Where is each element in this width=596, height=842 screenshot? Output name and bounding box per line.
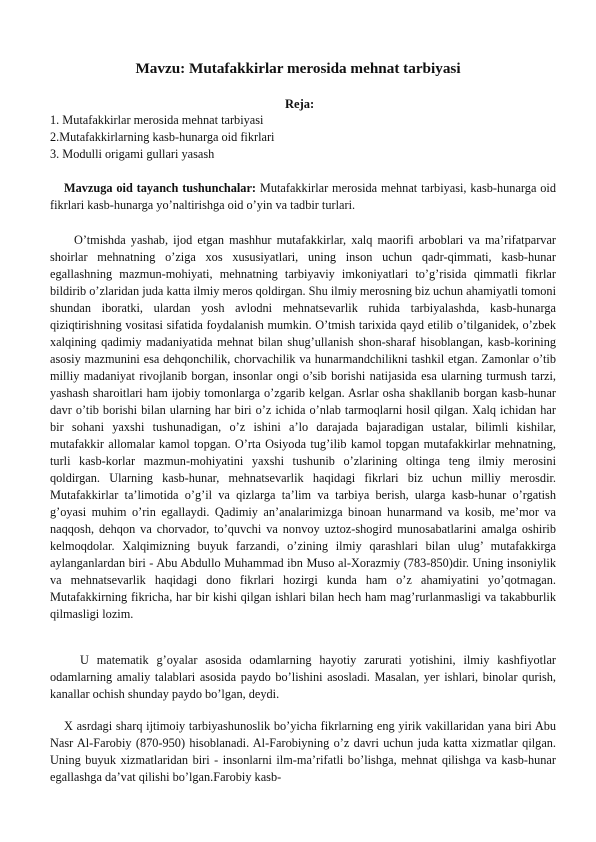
key-concepts-label: Mavzuga oid tayanch tushunchalar: xyxy=(64,181,257,195)
plan-item: 3. Modulli origami gullari yasash xyxy=(50,147,215,161)
key-concepts-text: Mutafakkirlar merosida mehnat tarbiyasi, kasb-hunarga oid fikrlari kasb-hunarga yo’naltirishga oid o’yin va tadbir turlari. xyxy=(50,181,556,212)
key-concepts-paragraph xyxy=(50,180,556,214)
body-paragraph: X asrdagi sharq ijtimoiy tarbiyashunoslik bo’yicha fikrlarning eng yirik vakillaridan yana biri Abu Nasr Al-Farobiy (870-950) hisoblanadi. Al-Farobiyning o’z davri uchun juda katta xizmatlar qilgan. Uning buyuk xizmatlaridan biri - insonlarni ilm-ma’rifatli bo’lishga, mehnat qilishga va kasb-hunar egallashga da’vat qilishi bo’lgan.Farobiy kasb- xyxy=(50,719,556,784)
body-paragraph: U matematik g’oyalar asosida odamlarning hayotiy zarurati yotishini, ilmiy kashfiyotlar odamlarning amaliy talablari asosida paydo bo’lishini asosladi. Masalan, yer ishlari, binolar qurish, kanallar ochish shunday paydo bo’lgan, deydi. xyxy=(50,653,556,701)
plan-item: 2.Mutafakkirlarning kasb-hunarga oid fikrlari xyxy=(50,130,275,144)
body-paragraph: O’tmishda yashab, ijod etgan mashhur mutafakkirlar, xalq maorifi arboblari va ma’rifatparvar shoirlar mehnatning o’ziga xos xususiyatlari, uning inson uchun qadr-qimmati, kasb-hunar egallashning mazmun-mohiyati, mehnatning tarbiyaviy imkoniyatlari to’g’risida qimmatli fikrlar bildirib o’zlaridan juda katta ilmiy meros qoldirgan. Shu ilmiy merosning biz uchun ahamiyatli tomoni shundan iboratki, ulardan yosh avlodni mehnatsevarlik ruhida tarbiyalashda, kasb-hunarga qiziqtirishning vositasi sifatida foydalanish mumkin. O’tmish tarixida qayd etilib o’tilganidek, o’zbek xalqining qadimiy madaniyatida mehnat bilan shug’ullanish shon-sharaf hisoblangan, kasb-korining asosiy mazmunini esa dehqonchilik, chorvachilik va hunarmandchilikni tashkil etgan. Zamonlar o’tib milliy madaniyat rivojlanib borgan, insonlar ongi o’sib borishi natijasida esa ularning turmush tarzi, yashash sharoitlari ham ijobiy tomonlarga o’zgarib kelgan. Asrlar osha shakllanib borgan kasb-hunar davr o’tib borishi bilan ularning har biri o’z ichida o’nlab tarmoqlarni hosil qilgan. Xalq ichidan har bir sohani yaxshi tushunadigan, o’z ishini a’lo darajada bajaradigan ustalar, bilimli kishilar, mutafakkir allomalar kamol topgan. O’rta Osiyoda tug’ilib kamol topgan mutafakkirlar mehnatning, turli kasb-korlar mazmun-mohiyatini yaxshi tushunib o’zlarining oltinga teng ilmiy merosini qoldirgan. Ularning kasb-hunar, mehnatsevarlik haqidagi fikrlari biz uchun milliy merosdir. Mutafakkirlar ta’limotida o’g’il va qizlarga ta’lim va tarbiya berish, ularga kasb-hunar o’rgatish g’oyasi muhim o’rin egallaydi. Qadimiy an’analarimizga binoan hunarmand va kosib, me’mor va naqqosh, dehqon va chorvador, to’quvchi va nonvoy uztoz-shogird munosabatlarini amalga oshirib kelmoqdolar. Xalqimizning buyuk farzandi, o’zining ilmiy qarashlari bilan ulug’ mutafakkirga aylanganlardan biri - Abu Abdullo Muhammad ibn Muso al-Xorazmiy (783-850)dir. Uning insoniylik va mehnatsevarlik haqidagi dono fikrlari hozirgi kunda ham o’z ahamiyatini yo’qotmagan. Mutafakkirning fikricha, har bir kishi qilgan ishlari bilan hech ham mag’rurlanmasligi va takabburlik qilmasligi lozim. xyxy=(50,233,556,621)
plan-list xyxy=(50,112,274,163)
page-title: Mavzu: Mutafakkirlar merosida mehnat tarbiyasi xyxy=(135,60,461,77)
plan-heading: Reja: xyxy=(285,97,315,111)
plan-item: 1. Mutafakkirlar merosida mehnat tarbiyasi xyxy=(50,113,264,127)
